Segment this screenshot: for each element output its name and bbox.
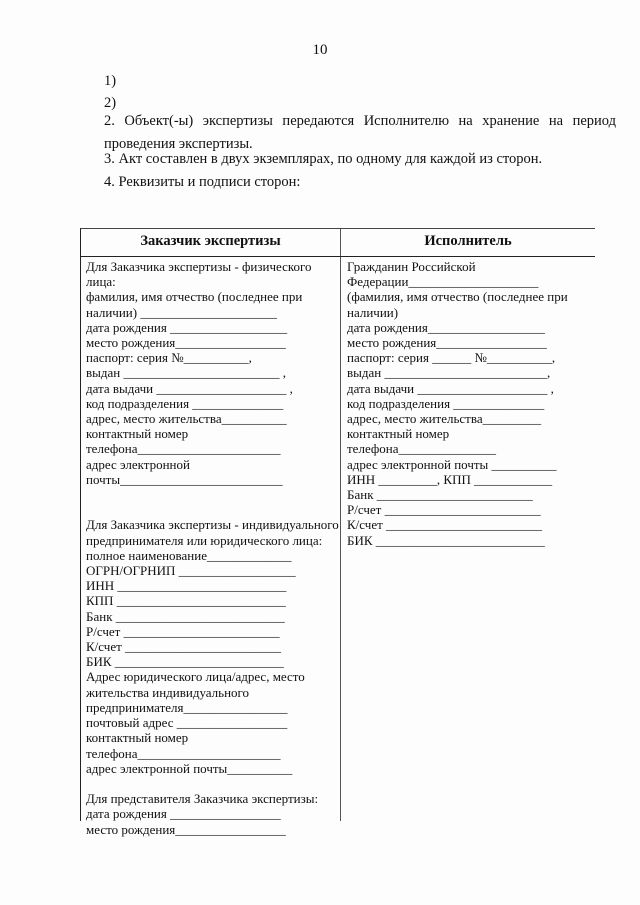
form-line: адрес, место жительства__________: [86, 411, 287, 427]
form-line: адрес электронной почты __________: [347, 456, 557, 472]
customer-header: Заказчик экспертизы: [140, 233, 281, 249]
form-line: код подразделения ______________: [347, 395, 545, 411]
form-line: Для представителя Заказчика экспертизы:: [86, 791, 319, 807]
form-line: [86, 776, 338, 791]
form-line: Для Заказчика экспертизы - индивидуального: [86, 517, 339, 533]
form-line: К/счет ________________________: [86, 639, 282, 655]
list-item-1: 1): [104, 73, 117, 89]
page-number: 10: [312, 42, 328, 58]
form-line: адрес электронной: [86, 456, 190, 472]
form-line: дата рождения__________________: [347, 319, 545, 335]
form-line: Гражданин Российской: [347, 259, 476, 274]
form-line: паспорт: серия ______ №__________,: [347, 350, 556, 366]
paragraph-2: 2. Объект(-ы) экспертизы передаются Исполнителю на хранение на период проведения экспертизы.: [104, 113, 616, 152]
form-line: Для Заказчика экспертизы - физического: [86, 259, 312, 274]
form-line: полное наименование_____________: [86, 547, 292, 563]
form-line: ИНН _________, КПП ____________: [347, 471, 553, 487]
form-line: дата выдачи ____________________ ,: [86, 380, 293, 396]
form-line: почты_________________________: [86, 471, 283, 487]
form-line: дата рождения __________________: [86, 319, 288, 335]
form-line: БИК __________________________: [86, 654, 284, 670]
form-line: Р/счет ________________________: [86, 623, 280, 639]
form-line: Р/счет ________________________: [347, 502, 541, 518]
form-line: (фамилия, имя отчество (последнее при: [347, 289, 568, 305]
form-line: телефона______________________: [86, 441, 281, 457]
form-line: выдан _________________________,: [347, 365, 551, 381]
form-line: контактный номер: [347, 426, 450, 442]
form-line: предпринимателя или юридического лица:: [86, 532, 323, 548]
header-divider: [81, 256, 595, 257]
form-line: ОГРН/ОГРНИП __________________: [86, 563, 296, 579]
form-line: Федерации____________________: [347, 274, 539, 290]
form-line: контактный номер: [86, 426, 189, 442]
form-line: наличии): [347, 304, 399, 320]
form-line: код подразделения ______________: [86, 395, 284, 411]
form-line: ИНН __________________________: [86, 578, 287, 594]
form-line: почтовый адрес _________________: [86, 715, 288, 731]
executor-header: Исполнитель: [424, 233, 512, 249]
form-line: [86, 502, 338, 517]
form-line: КПП __________________________: [86, 593, 286, 609]
form-line: предпринимателя________________: [86, 699, 288, 715]
form-line: наличии) _____________________: [86, 304, 277, 320]
paragraph-3: 3. Акт составлен в двух экземплярах, по одному для каждой из сторон.: [104, 151, 543, 167]
form-line: место рождения_________________: [86, 335, 286, 351]
form-line: Адрес юридического лица/адрес, место: [86, 669, 305, 685]
column-divider: [340, 229, 341, 821]
form-line: выдан ________________________ ,: [86, 365, 286, 381]
form-line: Банк ________________________: [347, 487, 533, 503]
form-line: Банк __________________________: [86, 608, 285, 624]
executor-column: [347, 259, 593, 548]
form-line: жительства индивидуального: [86, 684, 250, 700]
form-line: паспорт: серия №__________,: [86, 350, 252, 366]
form-line: контактный номер: [86, 730, 189, 746]
form-line: адрес, место жительства_________: [347, 411, 542, 427]
form-line: место рождения_________________: [347, 335, 547, 351]
form-line: дата рождения _________________: [86, 806, 281, 822]
form-line: место рождения_________________: [86, 821, 286, 837]
form-line: [86, 487, 338, 502]
requisites-table: [80, 228, 595, 837]
form-line: фамилия, имя отчество (последнее при: [86, 289, 303, 305]
form-line: телефона_______________: [347, 441, 497, 457]
list-item-2: 2): [104, 95, 117, 111]
form-line: адрес электронной почты__________: [86, 760, 293, 776]
form-line: лица:: [86, 274, 116, 290]
paragraph-4: 4. Реквизиты и подписи сторон:: [104, 174, 301, 190]
form-line: дата выдачи ____________________ ,: [347, 380, 554, 396]
form-line: телефона______________________: [86, 745, 281, 761]
customer-column: [86, 259, 338, 837]
form-line: К/счет ________________________: [347, 517, 543, 533]
form-line: БИК __________________________: [347, 532, 545, 548]
